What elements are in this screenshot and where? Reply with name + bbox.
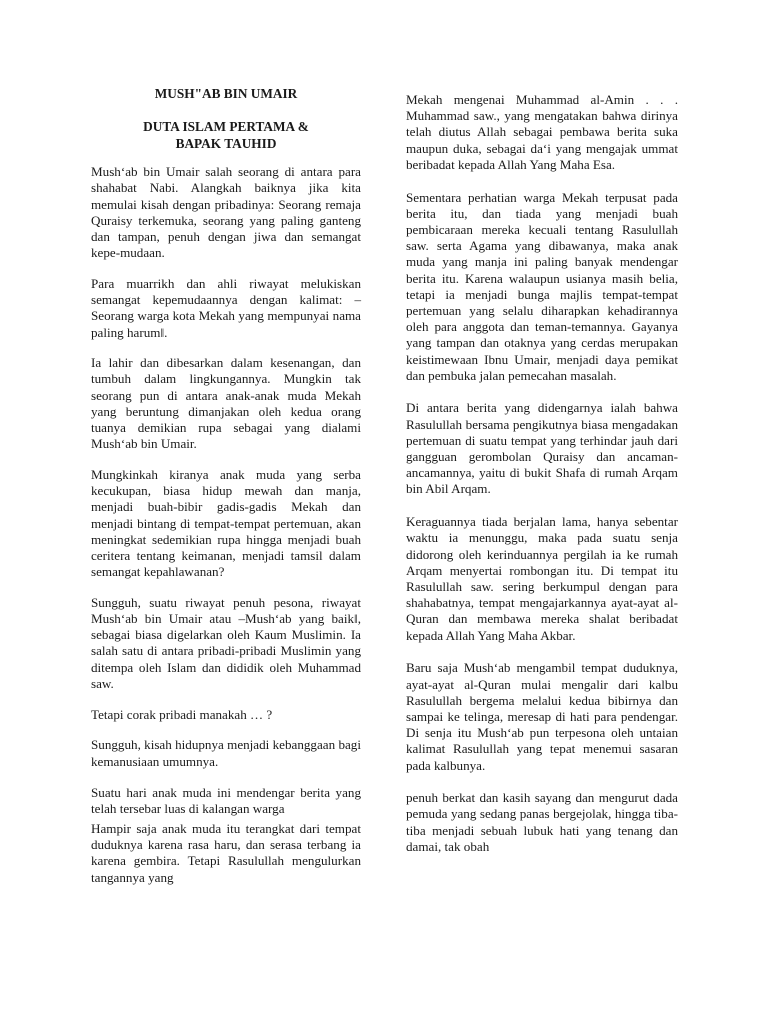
paragraph: Para muarrikh dan ahli riwayat melukiskan semangat kepemudaannya dengan kalimat: –Seorang warga kota Mekah yang mempunyai nama paling harum‖. (91, 275, 361, 340)
paragraph: Ia lahir dan dibesarkan dalam kesenangan, dan tumbuh dalam lingkungannya. Mungkin tak seorang pun di antara anak-anak muda Mekah yang beruntung dimanjakan oleh kedua orang tuanya demikian rupa sebagai yang dialami Mush‘ab bin Umair. (91, 355, 361, 452)
right-column (406, 0, 678, 855)
paragraph: Sungguh, kisah hidupnya menjadi kebanggaan bagi kemanusiaan umumnya. (91, 737, 361, 769)
paragraph: Sungguh, suatu riwayat penuh pesona, riwayat Mush‘ab bin Umair atau –Mush‘ab yang baik‖, sebagai biasa digelarkan oleh Kaum Muslimin. Ia salah satu di antara pribadi-pribadi Muslimin yang ditempa oleh Islam dan dididik oleh Muhammad saw. (91, 594, 361, 691)
paragraph: Hampir saja anak muda itu terangkat dari tempat duduknya karena rasa haru, dan serasa terbang ia karena gembira. Tetapi Rasulullah mengulurkan tangannya yang (91, 820, 361, 885)
paragraph: Sementara perhatian warga Mekah terpusat pada berita itu, dan tiada yang menjadi buah pembicaraan mereka kecuali tentang Rasulullah saw. serta Agama yang dibawanya, maka anak muda yang manja ini paling banyak mendengar berita itu. Karena walaupun usianya masih belia, tetapi ia menjadi bunga majlis tempat-tempat pertemuan yang selalu diharapkan kehadirannya oleh para anggota dan teman-temannya. Gayanya yang tampan dan otaknya yang cerdas merupakan keistimewaan Ibnu Umair, menjadi daya pemikat dan pembuka jalan pemecahan masalah. (406, 189, 678, 383)
subtitle-line-1: DUTA ISLAM PERTAMA & (143, 119, 309, 135)
paragraph: Di antara berita yang didengarnya ialah bahwa Rasulullah bersama pengikutnya biasa mengadakan pertemuan di suatu tempat yang terhindar jauh dari gangguan gerombolan Quraisy dan ancaman-ancamannya, yaitu di bukit Shafa di rumah Arqam bin Abil Arqam. (406, 400, 678, 497)
paragraph: Baru saja Mush‘ab mengambil tempat duduknya, ayat-ayat al-Quran mulai mengalir dari kalbu Rasulullah bergema melalui kedua bibirnya dan sampai ke telinga, meresap di hati para pendengar. Di senja itu Mush‘ab pun terpesona oleh untaian kalimat Rasulullah yang tepat menemui sasaran pada kalbunya. (406, 660, 678, 773)
document-subtitle (91, 119, 361, 152)
paragraph: penuh berkat dan kasih sayang dan mengurut dada pemuda yang sedang panas bergejolak, hingga tiba-tiba menjadi sebuah lubuk hati yang tenang dan damai, tak obah (406, 790, 678, 854)
document-title: MUSH"AB BIN UMAIR (154, 86, 298, 101)
left-column (91, 0, 361, 886)
paragraph: Mungkinkah kiranya anak muda yang serba kecukupan, biasa hidup mewah dan manja, menjadi buah-bibir gadis-gadis Mekah dan menjadi bintang di tempat-tempat pertemuan, akan meningkat sedemikian rupa hingga menjadi buah ceritera tentang keimanan, menjadi tamsil dalam semangat kepahlawanan? (91, 466, 361, 580)
paragraph: Mush‘ab bin Umair salah seorang di antara para shahabat Nabi. Alangkah baiknya jika kita memulai kisah dengan pribadinya: Seorang remaja Quraisy terkemuka, seorang yang paling ganteng dan tampan, penuh dengan jiwa dan semangat kepe-mudaan. (91, 164, 361, 261)
paragraph: Tetapi corak pribadi manakah … ? (91, 706, 273, 722)
subtitle-line-2: BAPAK TAUHID (175, 135, 277, 151)
paragraph: Keraguannya tiada berjalan lama, hanya sebentar waktu ia menunggu, maka pada suatu senja didorong oleh kerinduannya pergilah ia ke rumah Arqam menyertai rombongan itu. Di tempat itu Rasulullah saw. sering berkumpul dengan para shahabatnya, tempat mengajarkannya ayat-ayat al-Quran dan membawa mereka shalat beribadat kepada Allah Yang Maha Akbar. (406, 514, 678, 643)
paragraph: Mekah mengenai Muhammad al-Amin . . . Muhammad saw., yang mengatakan bahwa dirinya telah diutus Allah sebagai pembawa berita suka maupun duka, sebagai da‘i yang mengajak ummat beribadat kepada Allah Yang Maha Esa. (406, 92, 678, 172)
paragraph: Suatu hari anak muda ini mendengar berita yang telah tersebar luas di kalangan warga (91, 784, 361, 816)
